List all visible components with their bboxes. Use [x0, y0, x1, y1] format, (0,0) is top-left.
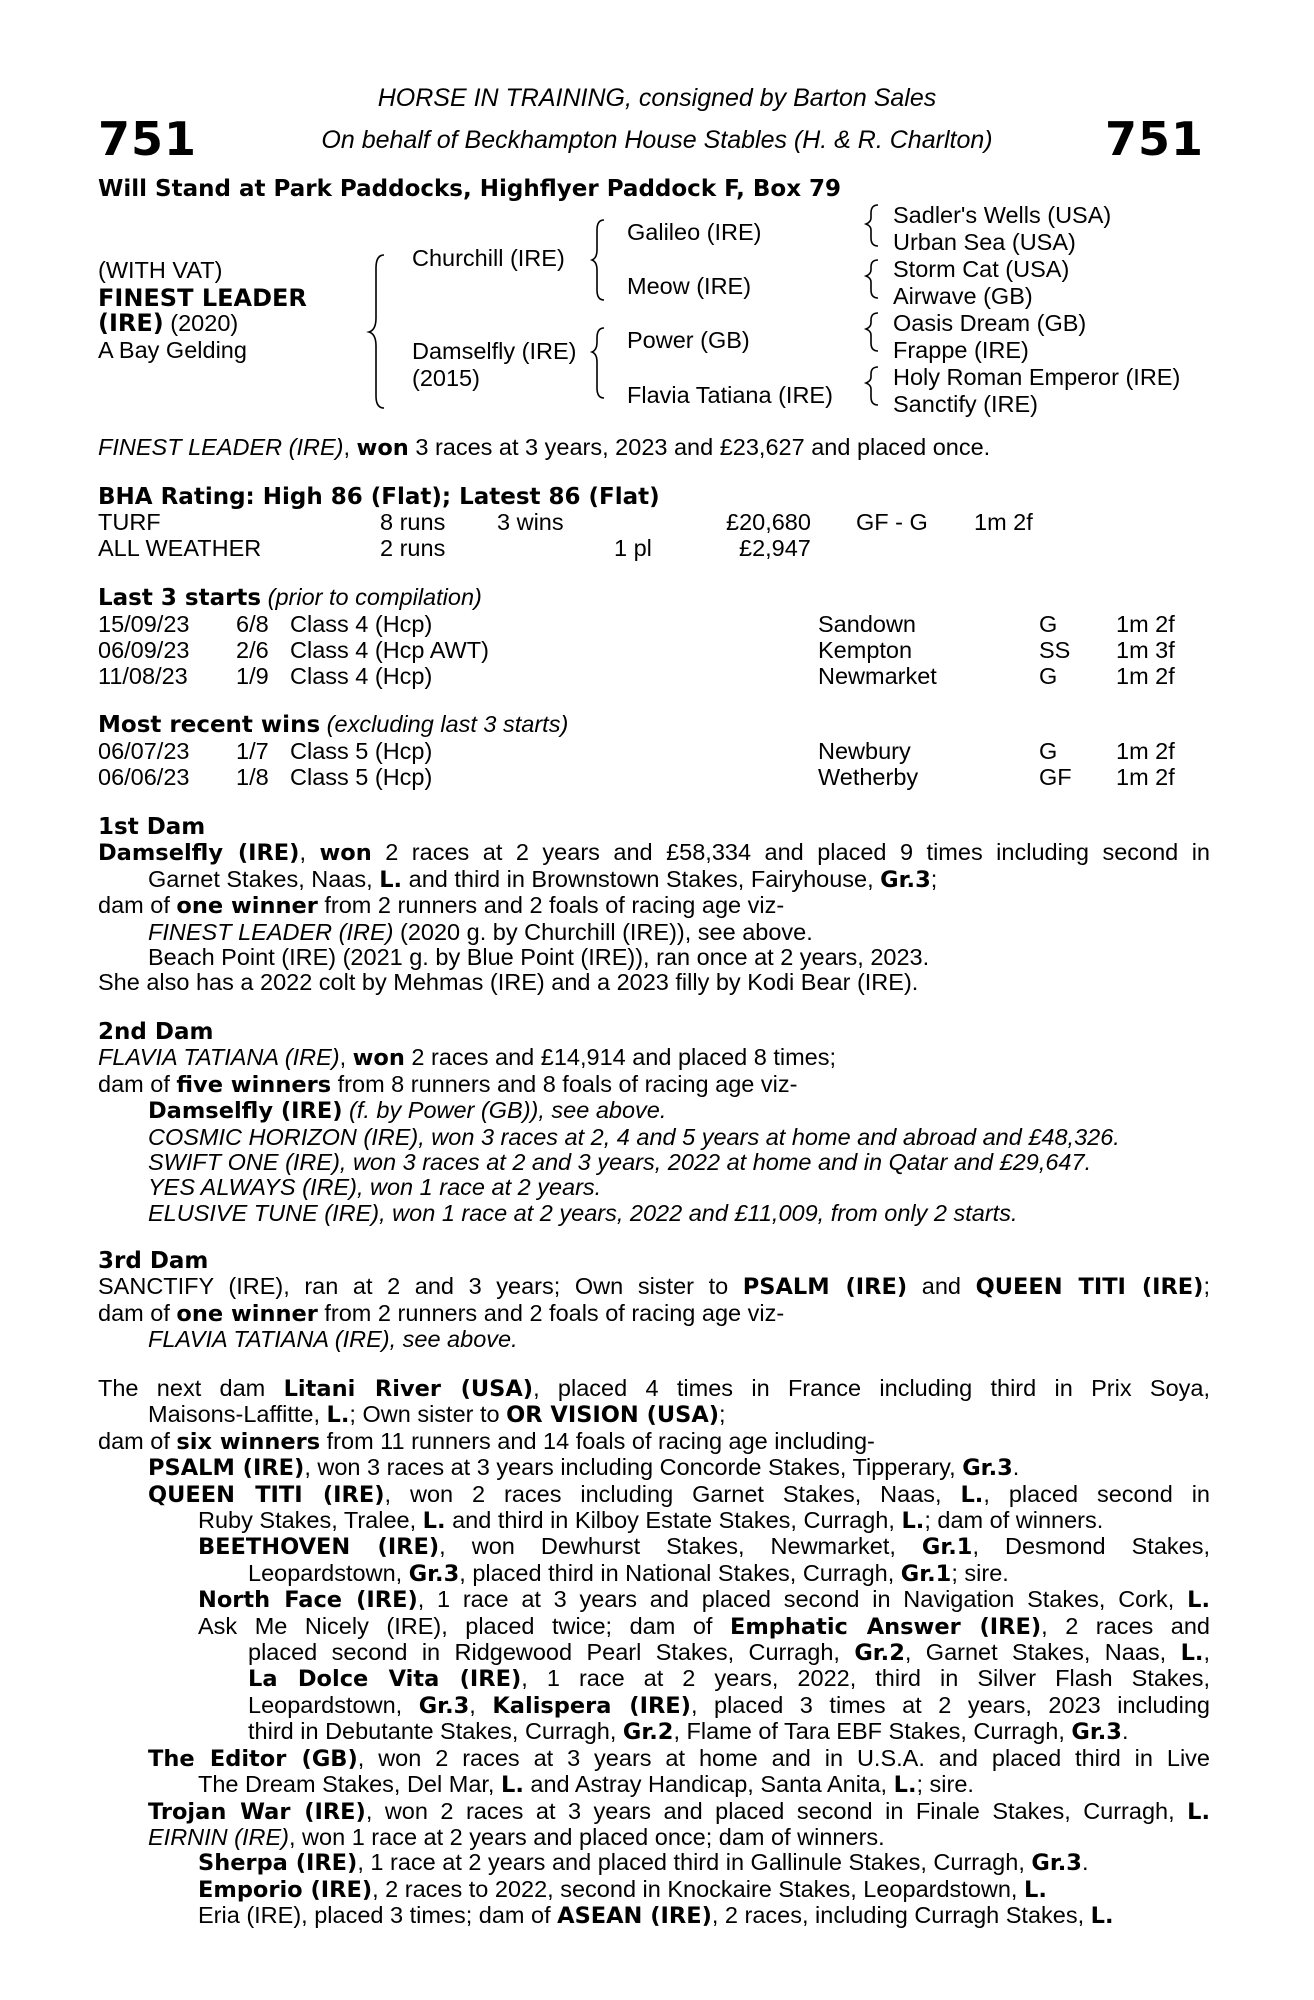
bold-text: L.	[326, 1402, 350, 1429]
text-line	[98, 893, 1210, 919]
text-line	[98, 1666, 1210, 1692]
text-span: from 2 runners and 2 foals of racing age viz-	[317, 892, 785, 919]
vendor-line: On behalf of Beckhampton House Stables (H. & R. Charlton)	[321, 126, 993, 154]
race-course: Newbury	[818, 738, 911, 764]
bold-text: PSALM (IRE)	[742, 1274, 908, 1301]
text-span: Leopardstown,	[248, 1559, 409, 1586]
race-going: G	[1039, 663, 1058, 689]
text-span: SANCTIFY (IRE), ran at 2 and 3 years; Own sister to	[98, 1273, 743, 1300]
prize: £2,947	[739, 535, 811, 561]
bold-text: Gr.1	[921, 1534, 973, 1561]
text-span: ,	[299, 839, 320, 866]
italic-text	[98, 1201, 1210, 1226]
text-span: , placed third in National Stakes, Curragh,	[459, 1559, 901, 1586]
text-span: , won 1 race at 2 years, 2022 and £11,009, from only 2 starts.	[379, 1199, 1018, 1226]
bha-rating: BHA Rating: High 86 (Flat); Latest 86 (Flat)	[98, 484, 660, 510]
bold-text: Sherpa (IRE)	[198, 1850, 358, 1877]
granddam-paternal: Meow (IRE)	[627, 273, 752, 299]
summary-horse: FINEST LEADER (IRE)	[98, 434, 344, 460]
text-span: Ruby Stakes, Tralee,	[198, 1507, 423, 1534]
bold-text: won	[319, 840, 372, 867]
bold-text: Damselfly (IRE)	[98, 840, 300, 867]
italic-text: FLAVIA TATIANA (IRE)	[98, 1044, 340, 1071]
text-span: ,	[339, 1044, 353, 1071]
bold-text: Gr.3	[1071, 1719, 1122, 1746]
text-span: , won 2 races at 3 years and placed second in Finale Stakes, Curragh,	[365, 1797, 1188, 1824]
text-span: ;	[930, 865, 938, 892]
bold-text: Gr.3	[418, 1692, 470, 1719]
text-span: , 1 race at 2 years, 2022, third in Silver Flash Stakes,	[521, 1665, 1210, 1692]
bold-text: Kalispera (IRE)	[492, 1692, 691, 1719]
third-dam-section	[98, 1249, 1210, 1353]
text-line	[98, 1508, 1210, 1534]
text-span: .	[1012, 1454, 1020, 1481]
ancestor-3: Storm Cat (USA)	[893, 256, 1070, 282]
text-line	[98, 1693, 1210, 1719]
text-span: dam of	[98, 892, 177, 919]
text-line	[98, 1719, 1210, 1745]
lot-number-left: 751	[98, 112, 198, 166]
text-span: dam of	[98, 1070, 177, 1097]
text-span: , won 2 races at 3 years at home and in U.S.A. and placed third in Live	[357, 1744, 1210, 1771]
surface: ALL WEATHER	[98, 535, 262, 561]
race-going: G	[1039, 611, 1058, 637]
text-span: and	[907, 1273, 976, 1300]
race-position: 1/7	[236, 738, 269, 764]
brace-sire	[592, 220, 604, 300]
ancestor-7: Holy Roman Emperor (IRE)	[893, 364, 1181, 390]
bold-text: L.	[901, 1508, 925, 1535]
text-line	[98, 867, 1210, 893]
italic-text: , see above.	[389, 1326, 518, 1353]
race-class: Class 4 (Hcp)	[290, 611, 433, 637]
bold-text: Gr.3	[1031, 1850, 1082, 1877]
second-dam-heading: 2nd Dam	[98, 1019, 214, 1045]
text-span: dam of	[98, 1299, 177, 1326]
brace-flavia	[866, 367, 878, 405]
text-span: third in Debutante Stakes, Curragh,	[248, 1718, 623, 1745]
text-line	[98, 1455, 1210, 1481]
text-span: , 2 races to 2022, second in Knockaire Stakes, Leopardstown,	[372, 1875, 1024, 1902]
first-dam-section	[98, 815, 1210, 996]
text-span: Maisons-Laffitte,	[148, 1401, 327, 1428]
text-span: ; sire.	[916, 1771, 974, 1798]
consignor-line: HORSE IN TRAINING, consigned by Barton Sales	[377, 84, 937, 112]
race-course: Kempton	[818, 637, 913, 663]
text-line	[98, 1376, 1210, 1402]
horse-year: (2020)	[163, 310, 239, 336]
text-span: The Dream Stakes, Del Mar,	[198, 1771, 501, 1798]
text-line	[98, 920, 1210, 945]
text-span: Eria (IRE), placed 3 times; dam of	[198, 1902, 558, 1929]
bold-text: L.	[1187, 1798, 1210, 1825]
text-span: and third in Kilboy Estate Stakes, Curragh,	[445, 1507, 902, 1534]
text-line: She also has a 2022 colt by Mehmas (IRE) and a 2023 filly by Kodi Bear (IRE).	[98, 969, 919, 996]
text-span: , won 1 race at 2 years and placed once; dam of winners.	[289, 1823, 885, 1850]
bold-text: won	[352, 1045, 405, 1072]
text-line	[98, 1640, 1210, 1666]
race-class: Class 4 (Hcp)	[290, 663, 433, 689]
bold-text: L.	[379, 866, 403, 893]
text-span: ; Own sister to	[349, 1401, 507, 1428]
text-span: 2 races and £14,914 and placed 8 times;	[404, 1044, 837, 1071]
text-line	[98, 1045, 1210, 1071]
italic-text: FLAVIA TATIANA (IRE)	[148, 1326, 390, 1353]
text-span: .	[1121, 1718, 1129, 1745]
ancestor-5: Oasis Dream (GB)	[893, 310, 1087, 336]
bold-text: L.	[1187, 1587, 1210, 1614]
text-span: , 1 race at 3 years and placed second in Navigation Stakes, Cork,	[417, 1586, 1188, 1613]
brace-power	[866, 313, 878, 351]
text-span: , 2 races and	[1041, 1612, 1210, 1639]
race-distance: 1m 2f	[1116, 611, 1175, 637]
bold-text: five winners	[176, 1071, 332, 1098]
race-date: 06/07/23	[98, 738, 190, 764]
brace-galileo	[866, 205, 878, 246]
italic-text: (f. by Power (GB)), see above.	[342, 1097, 667, 1124]
bold-text: won	[356, 435, 409, 461]
distance: 1m 2f	[974, 509, 1033, 535]
text-line	[98, 1482, 1210, 1508]
sire-name: Churchill (IRE)	[412, 245, 565, 271]
race-position: 2/6	[236, 637, 269, 663]
race-going: G	[1039, 738, 1058, 764]
bold-text: Gr.3	[880, 866, 931, 893]
text-span: .	[1081, 1849, 1089, 1876]
last-starts-heading	[98, 585, 482, 611]
text-span: , won 3 races at 3 years including Concorde Stakes, Tipperary,	[304, 1454, 963, 1481]
text-span: Last 3 starts	[98, 585, 262, 611]
pedigree-brackets	[0, 0, 1314, 420]
italic-text: (prior to compilation)	[261, 584, 482, 610]
text-span: from 2 runners and 2 foals of racing age viz-	[317, 1299, 785, 1326]
bold-text: North Face (IRE)	[198, 1587, 418, 1614]
text-span: , won 1 race at 2 years.	[356, 1174, 602, 1201]
race-course: Newmarket	[818, 663, 937, 689]
text-line	[98, 1877, 1210, 1903]
bold-text: L.	[893, 1772, 917, 1799]
text-span: , won 2 races including Garnet Stakes, Naas,	[384, 1480, 961, 1507]
race-class: Class 5 (Hcp)	[290, 738, 433, 764]
italic-text: (excluding last 3 starts)	[320, 711, 569, 737]
bold-text: L.	[1090, 1903, 1114, 1930]
text-span: , placed 3 times at 2 years, 2023 including	[690, 1691, 1210, 1718]
text-span: and Astray Handicap, Santa Anita,	[523, 1771, 894, 1798]
race-going: GF	[1039, 764, 1072, 790]
bold-text: La Dolce Vita (IRE)	[248, 1666, 522, 1693]
ancestor-1: Sadler's Wells (USA)	[893, 202, 1112, 228]
text-span: (2020 g. by Churchill (IRE)), see above.	[393, 918, 813, 945]
going: GF - G	[856, 509, 928, 535]
bold-text: Litani River (USA)	[283, 1376, 534, 1402]
stand-location: Will Stand at Park Paddocks, Highflyer Paddock F, Box 79	[98, 176, 842, 202]
text-line	[98, 1274, 1210, 1300]
text-span: placed second in Ridgewood Pearl Stakes, Curragh,	[248, 1639, 855, 1666]
bold-text: Gr.2	[854, 1640, 905, 1667]
text-span: , won 3 races at 2, 4 and 5 years at home and abroad and £48,326.	[418, 1123, 1120, 1150]
text-span: ; sire.	[951, 1559, 1009, 1586]
text-line	[98, 1903, 1210, 1929]
text-span: Leopardstown,	[248, 1691, 419, 1718]
bold-text: The Editor (GB)	[148, 1745, 358, 1772]
bold-text: L.	[960, 1481, 984, 1508]
bold-text: L.	[1024, 1876, 1047, 1903]
text-span: COSMIC HORIZON (IRE)	[148, 1123, 419, 1150]
race-date: 15/09/23	[98, 611, 190, 637]
italic-text	[98, 1125, 1210, 1150]
race-class: Class 5 (Hcp)	[290, 764, 433, 790]
bold-text: BEETHOVEN (IRE)	[198, 1534, 440, 1561]
text-span: , Desmond Stakes,	[972, 1533, 1210, 1560]
next-dam-section	[98, 1376, 1210, 1930]
text-span: ;	[1203, 1273, 1210, 1300]
text-line: Beach Point (IRE) (2021 g. by Blue Point (IRE)), ran once at 2 years, 2023.	[148, 944, 930, 971]
text-span: ; dam of winners.	[924, 1507, 1104, 1534]
italic-text	[98, 1150, 1210, 1175]
horse-name: FINEST LEADER	[98, 284, 307, 312]
text-span: Most recent wins	[98, 712, 321, 738]
vat-status: (WITH VAT)	[98, 257, 223, 283]
italic-text: FINEST LEADER (IRE)	[148, 918, 394, 945]
bold-text: ASEAN (IRE)	[557, 1903, 712, 1930]
text-span: , 1 race at 2 years and placed third in Gallinule Stakes, Curragh,	[357, 1849, 1032, 1876]
runs: 8 runs	[380, 509, 446, 535]
ancestor-4: Airwave (GB)	[893, 283, 1033, 309]
text-line	[98, 1429, 1210, 1455]
race-date: 11/08/23	[98, 663, 188, 689]
wins: 3 wins	[497, 509, 564, 535]
second-dam-section	[98, 1020, 1210, 1226]
bold-text: L.	[422, 1508, 446, 1535]
brace-meow	[866, 260, 878, 298]
ancestor-8: Sanctify (IRE)	[893, 391, 1038, 417]
text-line	[98, 1301, 1210, 1327]
race-position: 1/9	[236, 663, 269, 689]
text-span: and third in Brownstown Stakes, Fairyhouse,	[402, 865, 881, 892]
text-span: , 2 races, including Curragh Stakes,	[711, 1902, 1091, 1929]
text-span: ;	[719, 1401, 726, 1428]
runs: 2 runs	[380, 535, 446, 561]
lot-number-right: 751	[1104, 112, 1204, 166]
italic-text	[98, 1175, 1210, 1200]
race-date: 06/06/23	[98, 764, 190, 790]
text-span: YES ALWAYS (IRE)	[148, 1174, 357, 1201]
race-summary	[98, 435, 990, 461]
race-distance: 1m 2f	[1116, 663, 1175, 689]
text-line	[98, 1327, 1210, 1352]
bold-text: L.	[501, 1772, 524, 1799]
bold-text: Gr.1	[900, 1560, 952, 1587]
bold-text: Gr.3	[408, 1560, 460, 1587]
race-distance: 1m 2f	[1116, 738, 1175, 764]
first-dam-heading: 1st Dam	[98, 814, 206, 840]
text-span: The next dam	[98, 1375, 284, 1401]
text-line	[98, 1799, 1210, 1825]
italic-text: EIRNIN (IRE)	[148, 1823, 289, 1850]
bold-text: Gr.2	[622, 1719, 674, 1746]
race-position: 6/8	[236, 611, 269, 637]
text-span: Ask Me Nicely (IRE), placed twice; dam of	[198, 1612, 730, 1639]
dam-name: Damselfly (IRE)	[412, 338, 577, 364]
text-line	[98, 1746, 1210, 1772]
text-line	[98, 1402, 1210, 1428]
race-course: Wetherby	[818, 764, 919, 790]
race-position: 1/8	[236, 764, 269, 790]
text-span: ELUSIVE TUNE (IRE)	[148, 1199, 380, 1226]
text-span: 2 races at 2 years and £58,334 and placed 9 times including second in	[371, 839, 1211, 866]
granddam-maternal: Flavia Tatiana (IRE)	[627, 382, 833, 408]
grandsire-maternal: Power (GB)	[627, 327, 750, 353]
bold-text: Emporio (IRE)	[198, 1876, 373, 1903]
dam-year: (2015)	[412, 365, 480, 391]
text-span: dam of	[98, 1427, 177, 1454]
bold-text: Damselfly (IRE)	[148, 1098, 343, 1125]
bold-text: PSALM (IRE)	[148, 1455, 305, 1482]
bold-text: one winner	[176, 1300, 318, 1327]
text-span: ,	[469, 1691, 493, 1718]
text-span: , placed second in	[983, 1480, 1210, 1507]
text-line	[98, 1614, 1210, 1640]
text-line	[98, 1587, 1210, 1613]
ancestor-6: Frappe (IRE)	[893, 337, 1029, 363]
text-line	[98, 840, 1210, 866]
bold-text: Gr.3	[962, 1455, 1013, 1482]
text-line	[98, 1561, 1210, 1587]
race-class: Class 4 (Hcp AWT)	[290, 637, 489, 663]
bold-text: QUEEN TITI (IRE)	[148, 1481, 385, 1508]
placed: 1 pl	[614, 535, 652, 561]
prize: £20,680	[726, 509, 811, 535]
bold-text: OR VISION (USA)	[506, 1402, 720, 1429]
text-span: from 11 runners and 14 foals of racing age including-	[320, 1427, 875, 1454]
horse-country: (IRE)	[98, 309, 164, 337]
bold-text: QUEEN TITI (IRE)	[975, 1274, 1204, 1301]
text-line	[98, 1850, 1210, 1876]
text-span: , won Dewhurst Stakes, Newmarket,	[439, 1533, 922, 1560]
bold-text: six winners	[176, 1428, 321, 1455]
summary-text: 3 races at 3 years, 2023 and £23,627 and placed once.	[408, 434, 991, 460]
text-line	[98, 1772, 1210, 1798]
recent-wins-heading	[98, 712, 568, 738]
ancestor-2: Urban Sea (USA)	[893, 229, 1076, 255]
brace-dam	[592, 328, 604, 398]
horse-description: A Bay Gelding	[98, 337, 247, 363]
text-span: Garnet Stakes, Naas,	[148, 865, 380, 892]
surface: TURF	[98, 509, 161, 535]
text-span: from 8 runners and 8 foals of racing age viz-	[331, 1070, 798, 1097]
race-course: Sandown	[818, 611, 916, 637]
brace-gen1	[369, 255, 384, 408]
bold-text: Trojan War (IRE)	[148, 1798, 366, 1825]
third-dam-heading: 3rd Dam	[98, 1248, 209, 1274]
bold-text: Emphatic Answer (IRE)	[729, 1613, 1042, 1640]
text-span: , won 3 races at 2 and 3 years, 2022 at home and in Qatar and £29,647.	[339, 1149, 1092, 1176]
text-line	[98, 1098, 1210, 1124]
text-line	[98, 1534, 1210, 1560]
text-line	[98, 1825, 1210, 1850]
text-span: SWIFT ONE (IRE)	[148, 1149, 340, 1176]
text-line	[98, 1072, 1210, 1098]
text-span: ,	[343, 434, 357, 460]
text-span: ,	[1203, 1639, 1210, 1666]
text-span: , Flame of Tara EBF Stakes, Curragh,	[673, 1718, 1072, 1745]
race-date: 06/09/23	[98, 637, 190, 663]
text-span: , Garnet Stakes, Naas,	[904, 1639, 1181, 1666]
race-distance: 1m 3f	[1116, 637, 1175, 663]
text-span: , placed 4 times in France including third in Prix Soya,	[533, 1375, 1211, 1401]
bold-text: L.	[1180, 1640, 1204, 1667]
grandsire-paternal: Galileo (IRE)	[627, 219, 762, 245]
race-going: SS	[1039, 637, 1071, 663]
race-distance: 1m 2f	[1116, 764, 1175, 790]
bold-text: one winner	[176, 893, 318, 920]
